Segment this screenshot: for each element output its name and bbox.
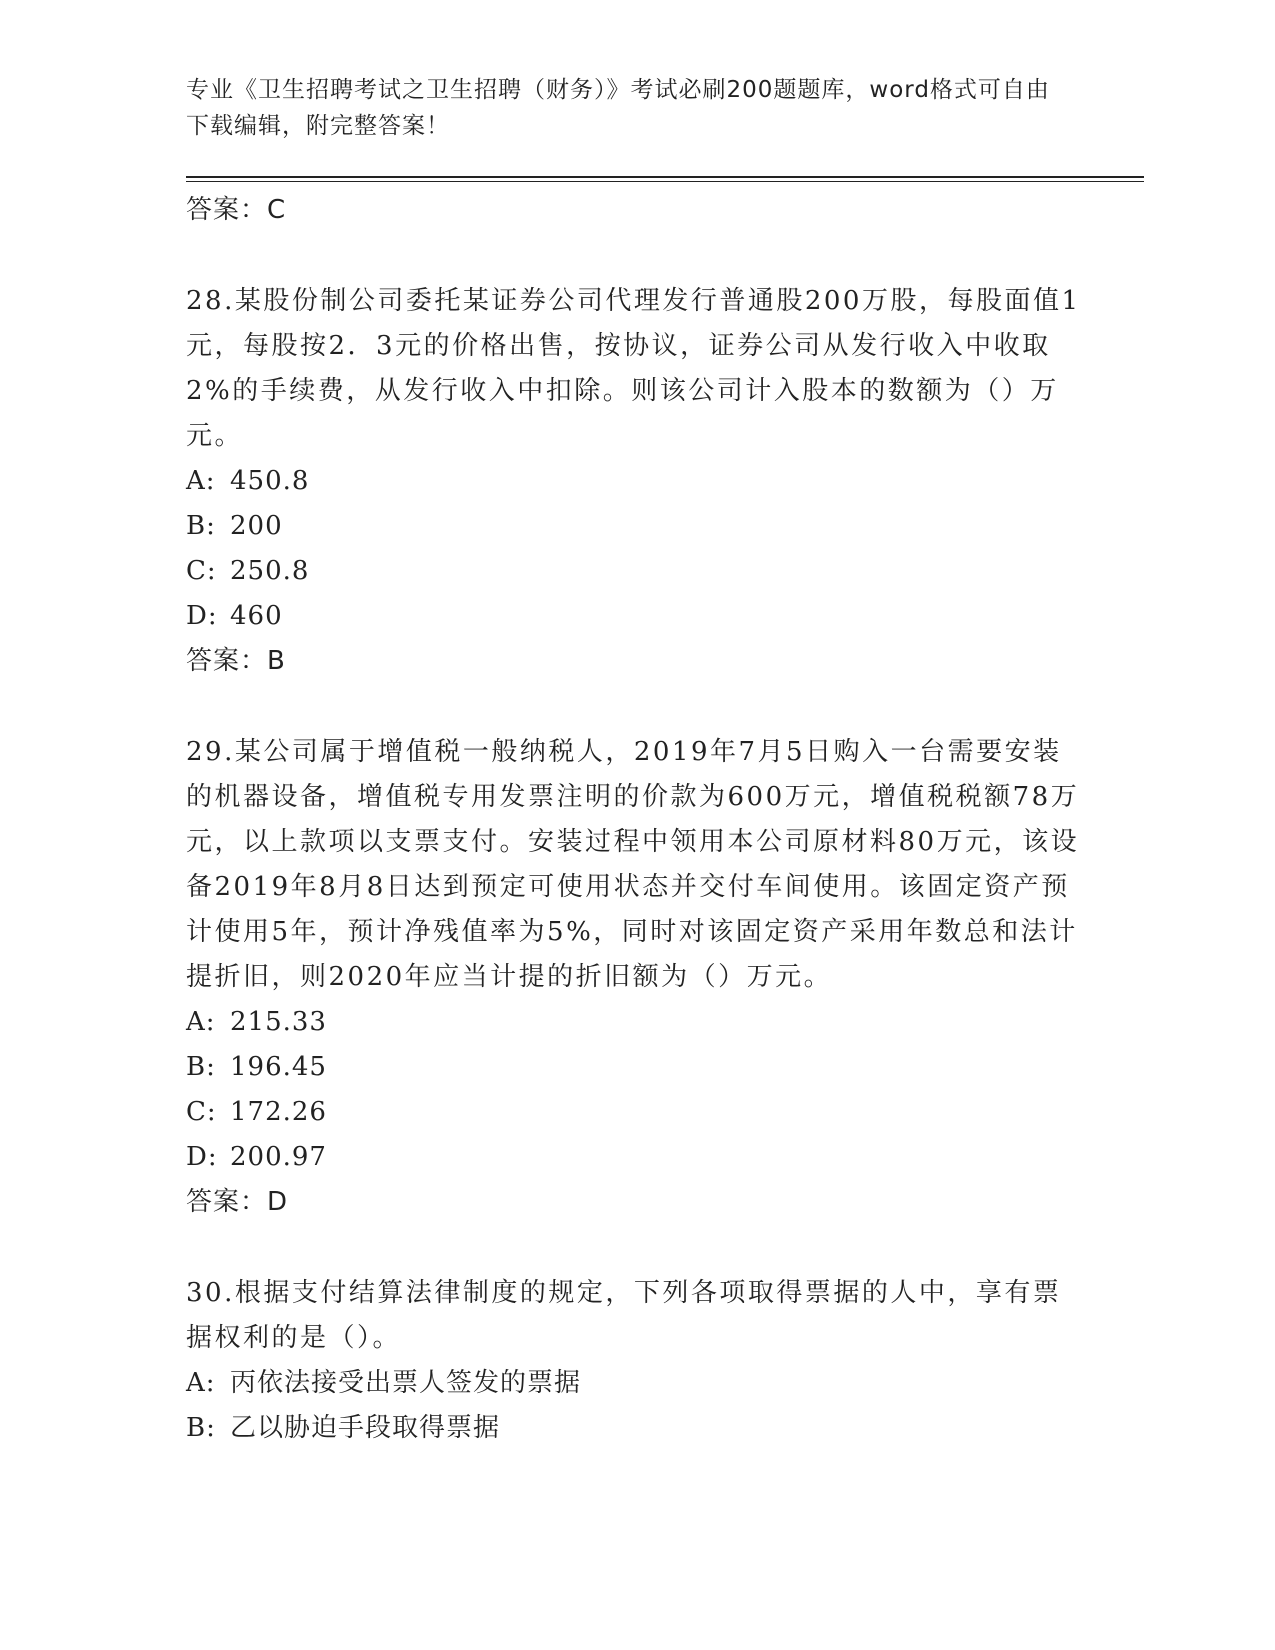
option-text: 460 (230, 601, 283, 631)
option-b (186, 1406, 1086, 1451)
option-letter: C: (186, 556, 217, 586)
question-block (186, 279, 1086, 684)
option-letter: D: (186, 601, 218, 631)
option-letter: C: (186, 1097, 217, 1127)
option-b (186, 504, 1086, 549)
option-letter: B: (186, 1413, 216, 1443)
document-header: 专业《卫生招聘考试之卫生招聘（财务）》考试必刷200题题库，word格式可自由下载编辑，附完整答案！ (186, 77, 1050, 139)
option-text: 450.8 (230, 466, 310, 496)
option-c (186, 549, 1086, 594)
option-a (186, 1000, 1086, 1045)
question-text: 29.某公司属于增值税一般纳税人，2019年7月5日购入一台需要安装的机器设备，增值税专用发票注明的价款为600万元，增值税税额78万元，以上款项以支票支付。安装过程中领用本公司原材料80万元，该设备2019年8月8日达到预定可使用状态并交付车间使用。该固定资产预计使用5年，预计净残值率为5%，同时对该固定资产采用年数总和法计提折旧，则2020年应当计提的折旧额为（）万元。 (186, 737, 1080, 992)
option-letter: A: (186, 1007, 216, 1037)
option-letter: A: (186, 466, 216, 496)
option-d (186, 1135, 1086, 1180)
option-text: 250.8 (230, 556, 310, 586)
answer-line: 答案：B (186, 646, 286, 676)
answer-line: 答案：C (186, 195, 287, 225)
option-text: 196.45 (230, 1052, 327, 1082)
option-text: 乙以胁迫手段取得票据 (230, 1413, 501, 1443)
option-a (186, 1361, 1086, 1406)
question-text: 28.某股份制公司委托某证券公司代理发行普通股200万股，每股面值1元，每股按2．3元的价格出售，按协议，证券公司从发行收入中收取2%的手续费，从发行收入中扣除。则该公司计入股本的数额为（）万元。 (186, 286, 1081, 451)
option-text: 200 (230, 511, 283, 541)
header-divider-thin (186, 181, 1144, 182)
question-block (186, 730, 1086, 1225)
option-c (186, 1090, 1086, 1135)
option-d (186, 594, 1086, 639)
question-text: 30.根据支付结算法律制度的规定，下列各项取得票据的人中，享有票据权利的是（）。 (186, 1278, 1062, 1353)
option-text: 172.26 (230, 1097, 327, 1127)
option-letter: D: (186, 1142, 218, 1172)
option-b (186, 1045, 1086, 1090)
option-text: 215.33 (230, 1007, 327, 1037)
option-letter: B: (186, 1052, 216, 1082)
option-text: 丙依法接受出票人签发的票据 (230, 1368, 582, 1398)
question-block (186, 1271, 1086, 1451)
answer-line: 答案：D (186, 1187, 289, 1217)
option-letter: A: (186, 1368, 216, 1398)
header-divider-thick (186, 176, 1144, 178)
document-body (186, 188, 1086, 1451)
option-letter: B: (186, 511, 216, 541)
option-text: 200.97 (230, 1142, 327, 1172)
option-a (186, 459, 1086, 504)
